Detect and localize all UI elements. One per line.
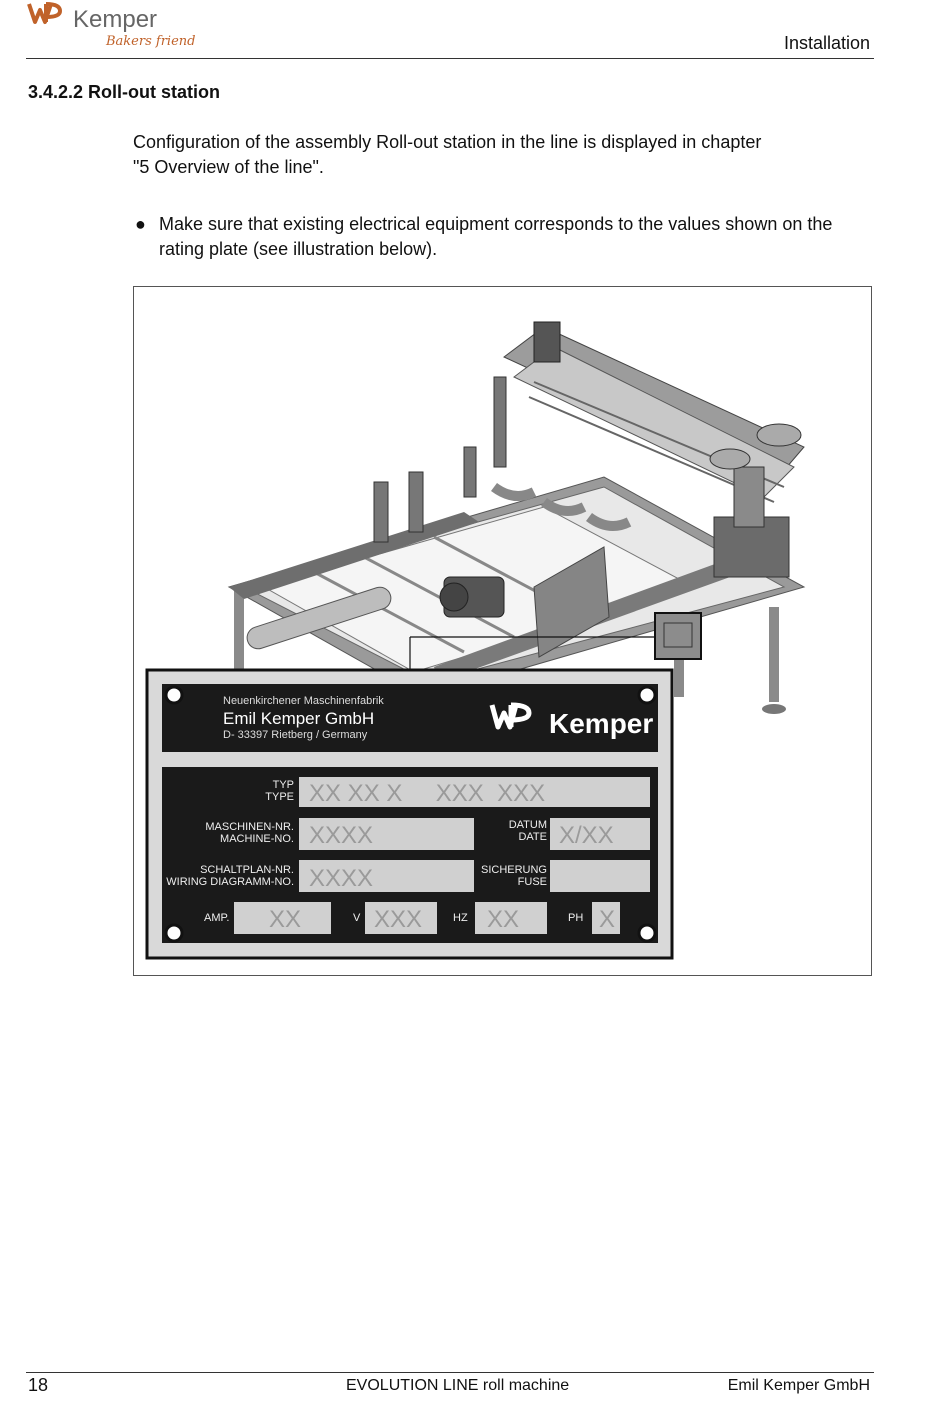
logo-tagline: Bakers friend (106, 34, 196, 49)
intro-paragraph (133, 130, 853, 180)
hz-label: HZ (453, 912, 468, 924)
section-heading: 3.4.2.2 Roll-out station (28, 82, 221, 102)
kemper-logo (26, 0, 196, 52)
wiring-value: XXXX (309, 865, 374, 892)
plate-maker-line-1: Neuenkirchener Maschinenfabrik (223, 695, 384, 707)
header-divider (26, 58, 874, 59)
amp-label: AMP. (204, 912, 230, 924)
wiring-label-en: WIRING DIAGRAMM-NO. (166, 876, 294, 888)
type-value: XX XX X XXX XXX (309, 780, 546, 807)
document-title: EVOLUTION LINE roll machine (346, 1377, 570, 1394)
machine-no-label-en: MACHINE-NO. (220, 833, 294, 845)
ph-value: X (599, 906, 616, 933)
amp-value: XX (269, 906, 302, 933)
machine-no-label-de: MASCHINEN-NR. (205, 821, 294, 833)
rating-plate-figure (133, 286, 872, 976)
fuse-label-de: SICHERUNG (480, 864, 547, 876)
type-label-en: TYPE (265, 791, 294, 803)
footer-divider (26, 1372, 874, 1373)
wp-logo-icon (29, 4, 60, 22)
plate-brand: Kemper (549, 708, 654, 739)
v-value: XXX (374, 906, 423, 933)
screw-icon (166, 687, 182, 703)
screw-icon (639, 687, 655, 703)
ph-label: PH (568, 912, 584, 924)
roll-out-station-drawing (229, 322, 804, 714)
company-name: Emil Kemper GmbH (727, 1377, 870, 1394)
screw-icon (166, 925, 182, 941)
v-label: V (353, 912, 361, 924)
bullet-text: Make sure that existing electrical equipment corresponds to the values shown on the rating plate (see illustration below). (159, 214, 833, 259)
wiring-label-de: SCHALTPLAN-NR. (200, 864, 294, 876)
fuse-label-en: FUSE (517, 876, 547, 888)
date-label-de: DATUM (508, 819, 547, 831)
date-label-en: DATE (518, 831, 547, 843)
intro-line-2: "5 Overview of the line". (133, 157, 324, 177)
machine-no-value: XXXX (309, 822, 374, 849)
date-value: X/XX (559, 822, 614, 849)
plate-maker-line-3: D- 33397 Rietberg / Germany (223, 729, 368, 741)
bullet-icon: ● (135, 214, 146, 234)
fuse-value-field (550, 860, 650, 892)
rating-plate (147, 670, 672, 958)
screw-icon (639, 925, 655, 941)
hz-value: XX (487, 906, 520, 933)
plate-maker-line-2: Emil Kemper GmbH (223, 709, 375, 728)
page-number: 18 (28, 1375, 49, 1395)
section-name: Installation (783, 33, 870, 53)
intro-line-1: Configuration of the assembly Roll-out station in the line is displayed in chapter (133, 132, 762, 152)
logo-brand-text: Kemper (73, 6, 158, 33)
machine-illustration (134, 287, 871, 975)
type-label-de: TYP (272, 779, 294, 791)
